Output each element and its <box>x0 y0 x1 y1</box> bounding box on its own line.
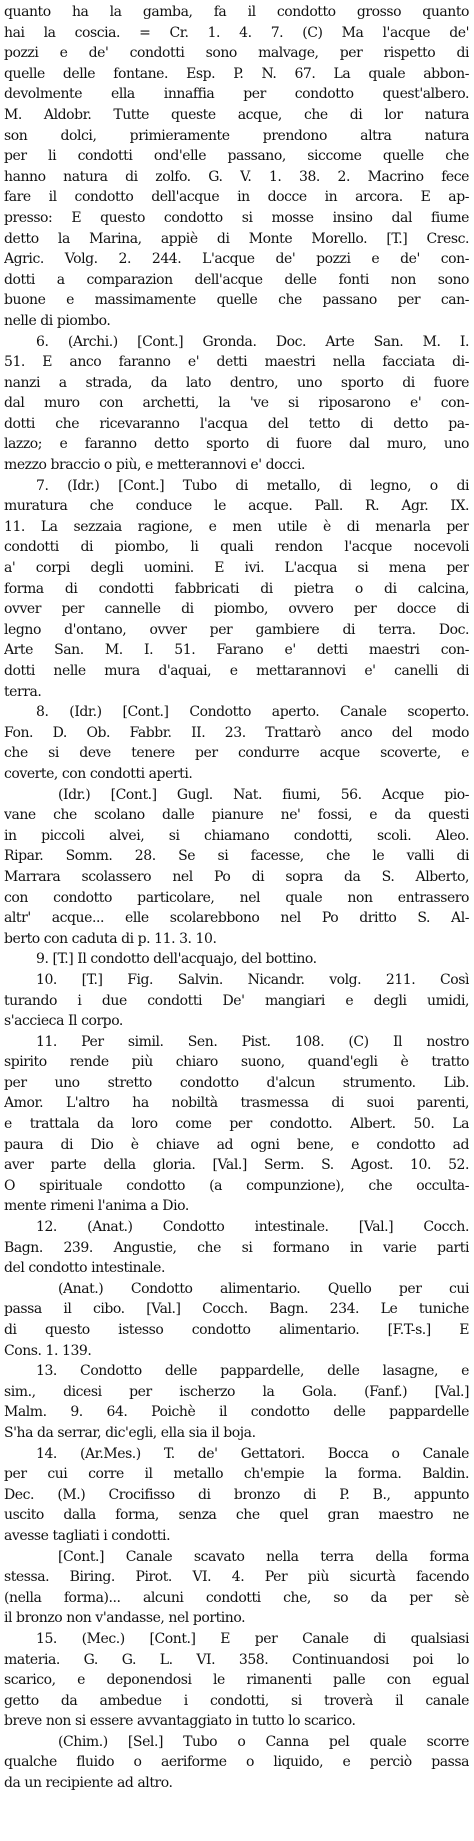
sense-13-paragraph <box>4 1361 469 1443</box>
text-line: devolmente ella innaffia per condotto quest'albero. <box>4 86 469 103</box>
text-line: 7. (Idr.) [Cont.] Tubo di metallo, di legno, o di <box>36 477 469 494</box>
text-line: nelle di piombo. <box>4 312 111 329</box>
text-line: pozzi e de' condotti sono malvage, per rispetto di <box>4 45 469 62</box>
text-line: mezzo braccio o più, e metterannovi e' docci. <box>4 457 305 474</box>
text-line: 11. La sezzaia ragione, e men utile è di menarla per <box>4 518 469 535</box>
text-line: Fon. D. Ob. Fabbr. II. 23. Trattarò anco del modo <box>4 724 469 741</box>
text-line: il bronzo non v'andasse, nel portino. <box>4 1610 246 1627</box>
text-line: paura di Dio è chiave ad ogni bene, e condotto ad <box>4 1136 469 1153</box>
text-line: terra. <box>4 683 42 700</box>
text-line: 6. (Archi.) [Cont.] Gronda. Doc. Arte San. M. I. <box>36 333 469 350</box>
sense-10-paragraph <box>4 970 469 1032</box>
text-line: [Cont.] Canale scavato nella terra della forma <box>58 1548 469 1565</box>
text-line: turando i due condotti De' mangiari e degli umidi, <box>4 992 469 1009</box>
text-line: condotti di piombo, li quali rendon l'acque nocevoli <box>4 539 469 556</box>
text-line: legno d'ontano, ovver per gambiere di terra. Doc. <box>4 621 469 638</box>
text-line: per cui corre il metallo ch'empie la forma. Baldin. <box>4 1466 469 1483</box>
text-line: Dec. (M.) Crocifisso di bronzo di P. B., appunto <box>4 1486 469 1503</box>
dictionary-entry-text <box>4 2 469 1794</box>
text-line: a' corpi degli uomini. E ivi. L'acqua si mena per <box>4 560 469 577</box>
text-line: dotti a comparazion dell'acque delle fonti non sono <box>4 271 469 288</box>
text-line: da un recipiente ad altro. <box>4 1775 173 1792</box>
text-line: 9. [T.] Il condotto dell'acquajo, del bottino. <box>36 951 317 968</box>
text-line: lazzo; e faranno detto sporto di fuore dal muro, uno <box>4 436 469 453</box>
text-line: s'acciecа Il corpo. <box>4 1013 123 1030</box>
sense-12-paragraph <box>4 1217 469 1279</box>
sense-8b-paragraph <box>4 785 469 950</box>
text-line: stessa. Biring. Pirot. VI. 4. Per più sicurtà facendo <box>4 1569 469 1586</box>
text-line: forma di condotti fabbricati di pietra o di calcina, <box>4 580 469 597</box>
text-line: presso: E questo condotto si mosse insino dal fiume <box>4 209 469 226</box>
sense-12b-paragraph <box>4 1279 469 1361</box>
sense-7-paragraph <box>4 476 469 703</box>
text-line: detto la Marina, appiè di Monte Morello. [T.] Cresc. <box>4 230 469 247</box>
text-line: muratura che conduce le acque. Pall. R. Agr. IX. <box>4 498 469 515</box>
text-line: (nella forma)... alcuni condotti che, so da per sè <box>4 1589 469 1606</box>
text-line: mente rimeni l'anima a Dio. <box>4 1198 189 1215</box>
text-line: Agric. Volg. 2. 244. L'acque de' pozzi e de' con- <box>4 251 469 268</box>
text-line: 10. [T.] Fig. Salvin. Nicandr. volg. 211. Così <box>36 971 469 988</box>
text-line: 13. Condotto delle pappardelle, delle lasagne, e <box>36 1363 469 1380</box>
text-line: Cons. 1. 139. <box>4 1342 92 1359</box>
text-line: O spirituale condotto (a compunzione), che occulta- <box>4 1177 469 1194</box>
text-line: dal muro con archetti, la 've si riposarono e' con- <box>4 395 469 412</box>
text-line: per uno stretto condotto d'alcun strumento. Lib. <box>4 1074 469 1091</box>
sense-6-paragraph <box>4 332 469 476</box>
text-line: spirito rende più chiaro suono, quand'egli è tratto <box>4 1054 469 1071</box>
text-line: uscito dalla forma, senza che quel gran maestro ne <box>4 1507 469 1524</box>
text-line: (Anat.) Condotto alimentario. Quello per cui <box>58 1280 469 1297</box>
text-line: M. Aldobr. Tutte queste acque, che di lor natura <box>4 106 469 123</box>
text-line: 15. (Mec.) [Cont.] E per Canale di qualsiasi <box>36 1630 469 1647</box>
text-line: nanzi a strada, da lato dentro, uno sporto di fuore <box>4 374 469 391</box>
text-line: che si deve tenere per condurre acque scoverte, e <box>4 745 469 762</box>
text-line: son dolci, primieramente prendono altra natura <box>4 127 469 144</box>
text-line: hanno natura di zolfo. G. V. 1. 38. 2. Macrino fece <box>4 168 469 185</box>
text-line: di questo istesso condotto alimentario. [F.T-s.] E <box>4 1322 469 1338</box>
text-line: con condotto particolare, nel quale non entrassero <box>4 889 469 906</box>
sense-9-paragraph <box>4 949 469 970</box>
text-line: Marrara scolassero nel Po di sopra da S. Alberto, <box>4 868 469 885</box>
text-line: altr' acque... elle scolarebbono nel Po dritto S. Al- <box>4 910 469 927</box>
text-line: quanto ha la gamba, fa il condotto grosso quanto <box>4 4 469 20</box>
text-line: Amor. L'altro ha nobiltà trasmessa di suoi parenti, <box>4 1095 469 1112</box>
sense-15-paragraph <box>4 1629 469 1732</box>
sense-8-paragraph <box>4 702 469 784</box>
text-line: 51. E anco faranno e' detti maestri nella facciata di- <box>4 354 469 371</box>
text-line: Bagn. 239. Angustie, che si formano in varie parti <box>4 1239 469 1256</box>
text-line: avesse tagliati i condotti. <box>4 1527 171 1544</box>
text-line: buone e massimamente quelle che passano per can- <box>4 292 469 309</box>
text-line: vane che scolano dalle pianure ne' fossi, e da questi <box>4 807 469 824</box>
text-line: breve non si essere avvantaggiato in tutto lo scarico. <box>4 1713 356 1730</box>
text-line: dotti che ricevaranno l'acqua del tetto di detto pa- <box>4 415 469 432</box>
text-line: in piccoli alvei, si chiamano condotti, scoli. Aleo. <box>4 827 469 844</box>
text-line: 12. (Anat.) Condotto intestinale. [Val.] Cocch. <box>36 1219 469 1236</box>
text-line: Arte San. M. I. 51. Farano e' detti maestri con- <box>4 642 469 659</box>
text-line: 8. (Idr.) [Cont.] Condotto aperto. Canale scoperto. <box>36 704 469 721</box>
text-line: materia. G. G. L. VI. 358. Continuandosi poi lo <box>4 1651 469 1668</box>
text-line: per li condotti ond'elle passano, siccome quelle che <box>4 148 469 165</box>
text-line: Ripar. Somm. 28. Se si facesse, che le valli di <box>4 848 469 865</box>
text-line: scarico, e deponendosi le rimanenti palle con egual <box>4 1672 469 1689</box>
text-line: ovver per cannelle di piombo, ovvero per docce di <box>4 601 469 618</box>
text-line: sim., dicesi per ischerzo la Gola. (Fanf.) [Val.] <box>4 1383 469 1400</box>
sense-14b-paragraph <box>4 1547 469 1629</box>
text-line: del condotto intestinale. <box>4 1260 166 1277</box>
text-line: Malm. 9. 64. Poichè il condotto delle pappardelle <box>4 1404 469 1421</box>
text-line: 14. (Ar.Mes.) T. de' Gettatori. Bocca o Canale <box>36 1445 469 1462</box>
text-line: 11. Per simil. Sen. Pist. 108. (C) Il nostro <box>36 1033 469 1050</box>
text-line: hai la coscia. = Cr. 1. 4. 7. (C) Ma l'acque de' <box>4 24 469 41</box>
text-line: fare il condotto dell'acque in docce in arcora. E ap- <box>4 189 469 206</box>
text-line: coverte, con condotti aperti. <box>4 765 193 782</box>
text-line: dotti nelle mura d'aquai, e mettarannovi e' canelli di <box>4 663 469 679</box>
sense-14-paragraph <box>4 1444 469 1547</box>
text-line: e trattala da loro come per condotto. Albert. 50. La <box>4 1116 469 1133</box>
text-line: passa il cibo. [Val.] Cocch. Bagn. 234. Le tuniche <box>4 1301 469 1318</box>
text-line: quelle delle fontane. Esp. P. N. 67. La quale abbon- <box>4 65 469 82</box>
text-line: (Idr.) [Cont.] Gugl. Nat. fiumi, 56. Acque pio- <box>58 786 469 803</box>
text-line: aver parte della gloria. [Val.] Serm. S. Agost. 10. 52. <box>4 1157 469 1174</box>
text-line: getto da ambedue i condotti, si troverà il canale <box>4 1692 469 1709</box>
text-line: berto con caduta di p. 11. 3. 10. <box>4 930 217 947</box>
text-line: qualche fluido o aeriforme o liquido, e perciò passa <box>4 1754 469 1771</box>
text-line: (Chim.) [Sel.] Tubo o Canna pel quale scorre <box>58 1733 469 1750</box>
cont-head-paragraph <box>4 2 469 332</box>
sense-11-paragraph <box>4 1032 469 1217</box>
sense-15b-paragraph <box>4 1732 469 1794</box>
text-line: S'ha da serrar, dic'egli, ella sia il boja. <box>4 1424 256 1441</box>
